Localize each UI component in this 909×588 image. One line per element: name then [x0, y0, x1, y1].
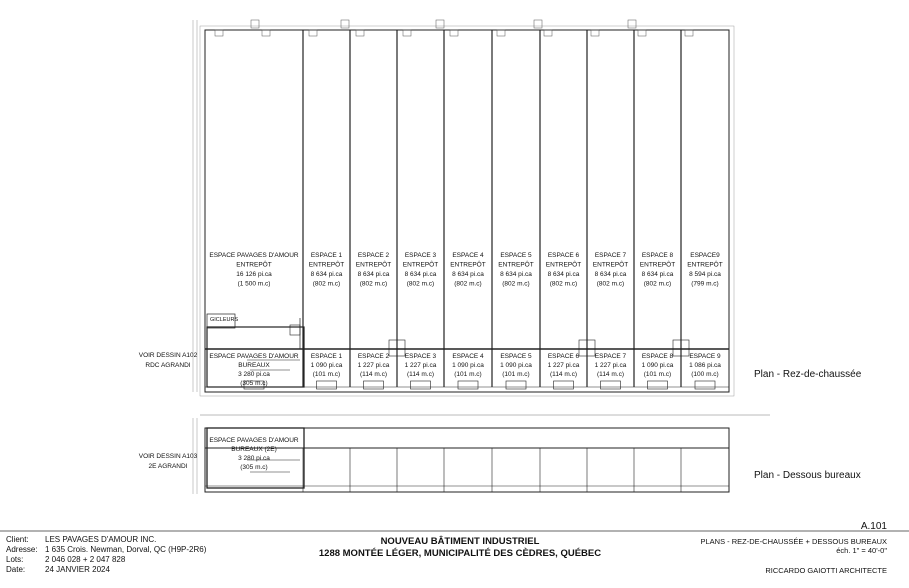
warehouse-space-label	[309, 252, 344, 288]
svg-text:VOIR DESSIN A103: VOIR DESSIN A103	[138, 453, 198, 460]
svg-text:(114 m.c): (114 m.c)	[360, 371, 387, 378]
svg-text:8 634 pi.ca: 8 634 pi.ca	[641, 271, 674, 278]
svg-text:ESPACE9: ESPACE9	[690, 252, 720, 259]
svg-text:(101 m.c): (101 m.c)	[454, 371, 482, 378]
svg-text:ESPACE PAVAGES D'AMOUR: ESPACE PAVAGES D'AMOUR	[209, 252, 299, 259]
svg-text:ESPACE 3: ESPACE 3	[404, 353, 437, 360]
office-space-label	[405, 353, 437, 378]
project-line2: 1288 MONTÉE LÉGER, MUNICIPALITÉ DES CÈDRES, QUÉBEC	[318, 548, 602, 559]
svg-text:ENTREPÔT: ENTREPÔT	[308, 261, 345, 269]
svg-text:ESPACE 8: ESPACE 8	[641, 252, 674, 259]
svg-text:(1 500 m.c): (1 500 m.c)	[237, 280, 271, 288]
date-value: 24 JANVIER 2024	[45, 565, 110, 574]
ground-floor-plan	[193, 20, 734, 396]
office-space-label	[689, 353, 721, 378]
svg-text:1 227 pi.ca: 1 227 pi.ca	[357, 362, 390, 369]
svg-text:ENTREPÔT: ENTREPÔT	[545, 261, 582, 269]
svg-text:8 634 pi.ca: 8 634 pi.ca	[594, 271, 627, 278]
plan-title-upper: Plan - Dessous bureaux	[754, 470, 861, 481]
svg-text:1 227 pi.ca: 1 227 pi.ca	[404, 362, 437, 369]
office-space-label	[548, 353, 580, 378]
svg-text:ENTREPÔT: ENTREPÔT	[687, 261, 723, 269]
office-space-label	[595, 353, 627, 378]
svg-text:ESPACE 9: ESPACE 9	[689, 353, 721, 360]
svg-text:1 227 pi.ca: 1 227 pi.ca	[594, 362, 627, 369]
svg-text:(802 m.c): (802 m.c)	[312, 280, 341, 288]
svg-text:(101 m.c): (101 m.c)	[502, 371, 530, 378]
office-upper-plan	[193, 418, 729, 494]
project-line1: NOUVEAU BÂTIMENT INDUSTRIEL	[380, 536, 540, 547]
svg-text:ESPACE 7: ESPACE 7	[594, 252, 627, 259]
client-value: LES PAVAGES D'AMOUR INC.	[45, 535, 157, 544]
svg-text:ESPACE 2: ESPACE 2	[357, 353, 390, 360]
svg-text:16 126 pi.ca: 16 126 pi.ca	[236, 271, 272, 278]
svg-text:ESPACE 4: ESPACE 4	[452, 353, 484, 360]
office-space-label	[642, 353, 674, 378]
svg-text:8 634 pi.ca: 8 634 pi.ca	[357, 271, 390, 278]
title-block-info	[6, 535, 206, 575]
svg-text:ESPACE 6: ESPACE 6	[547, 353, 580, 360]
sheet-number: A.101	[860, 521, 887, 532]
office-space-label	[452, 353, 484, 378]
svg-text:1 086 pi.ca: 1 086 pi.ca	[689, 362, 721, 369]
svg-text:ESPACE 1: ESPACE 1	[310, 252, 343, 259]
svg-text:(305 m.c): (305 m.c)	[240, 464, 268, 471]
svg-text:1 090 pi.ca: 1 090 pi.ca	[310, 362, 343, 369]
architect: RICCARDO GAIOTTI ARCHITECTE	[765, 566, 887, 575]
lots-label: Lots:	[6, 555, 24, 564]
office-space-label	[311, 353, 343, 378]
svg-text:RDC AGRANDI: RDC AGRANDI	[145, 362, 191, 369]
svg-text:(100 m.c): (100 m.c)	[691, 371, 719, 378]
warehouse-space-label	[356, 252, 391, 288]
svg-text:(802 m.c): (802 m.c)	[502, 280, 530, 288]
svg-text:ENTREPÔT: ENTREPÔT	[592, 261, 629, 269]
warehouse-space-label	[498, 252, 533, 288]
upper-office-label	[209, 437, 299, 471]
svg-text:ESPACE 3: ESPACE 3	[404, 252, 437, 259]
svg-text:(802 m.c): (802 m.c)	[406, 280, 435, 288]
svg-text:(802 m.c): (802 m.c)	[549, 280, 578, 288]
warehouse-space-label	[546, 252, 581, 288]
svg-text:(802 m.c): (802 m.c)	[359, 280, 388, 288]
svg-text:1 090 pi.ca: 1 090 pi.ca	[500, 362, 532, 369]
svg-text:(802 m.c): (802 m.c)	[454, 280, 482, 288]
svg-text:8 594 pi.ca: 8 594 pi.ca	[689, 271, 721, 278]
svg-text:VOIR DESSIN A102: VOIR DESSIN A102	[138, 352, 198, 359]
svg-text:(305 m.c): (305 m.c)	[240, 380, 268, 387]
svg-text:ENTREPÔT: ENTREPÔT	[355, 261, 392, 269]
sheet-title: PLANS - REZ-DE-CHAUSSÉE + DESSOUS BUREAUX	[700, 537, 887, 546]
svg-text:ENTREPÔT: ENTREPÔT	[450, 261, 486, 269]
svg-text:(101 m.c): (101 m.c)	[643, 371, 672, 378]
svg-text:ESPACE 1: ESPACE 1	[310, 353, 343, 360]
svg-text:(114 m.c): (114 m.c)	[550, 371, 577, 378]
svg-text:ESPACE 6: ESPACE 6	[547, 252, 580, 259]
svg-text:ENTREPÔT: ENTREPÔT	[639, 261, 676, 269]
svg-text:1 090 pi.ca: 1 090 pi.ca	[452, 362, 484, 369]
warehouse-space-label	[593, 252, 628, 288]
warehouse-space-label	[209, 252, 299, 288]
svg-text:ESPACE 5: ESPACE 5	[500, 252, 532, 259]
ref-upper	[139, 453, 198, 470]
svg-text:(802 m.c): (802 m.c)	[643, 280, 672, 288]
address-value: 1 635 Crois. Newman, Dorval, QC (H9P-2R6)	[45, 545, 207, 554]
svg-text:2E AGRANDI: 2E AGRANDI	[148, 463, 188, 470]
svg-text:ESPACE PAVAGES D'AMOUR: ESPACE PAVAGES D'AMOUR	[209, 353, 299, 360]
office-space-label	[358, 353, 390, 378]
svg-text:8 634 pi.ca: 8 634 pi.ca	[547, 271, 580, 278]
svg-text:8 634 pi.ca: 8 634 pi.ca	[310, 271, 343, 278]
svg-text:ESPACE 2: ESPACE 2	[357, 252, 390, 259]
svg-text:BUREAUX (2E): BUREAUX (2E)	[231, 446, 277, 453]
warehouse-space-label	[450, 252, 485, 288]
warehouse-space-label	[640, 252, 675, 288]
svg-text:ENTREPÔT: ENTREPÔT	[402, 261, 439, 269]
svg-text:BUREAUX: BUREAUX	[238, 362, 270, 369]
lots-value: 2 046 028 + 2 047 828	[45, 555, 126, 564]
address-label: Adresse:	[6, 545, 38, 554]
svg-text:3 280 pi.ca: 3 280 pi.ca	[238, 455, 270, 462]
svg-text:ESPACE 8: ESPACE 8	[641, 353, 674, 360]
svg-text:ESPACE PAVAGES D'AMOUR: ESPACE PAVAGES D'AMOUR	[209, 437, 299, 444]
svg-text:ESPACE 7: ESPACE 7	[594, 353, 627, 360]
client-label: Client:	[6, 535, 29, 544]
svg-text:1 227 pi.ca: 1 227 pi.ca	[547, 362, 580, 369]
svg-text:(114 m.c): (114 m.c)	[597, 371, 624, 378]
svg-text:(101 m.c): (101 m.c)	[312, 371, 341, 378]
svg-text:3 280 pi.ca: 3 280 pi.ca	[238, 371, 270, 378]
svg-text:(802 m.c): (802 m.c)	[596, 280, 625, 288]
scale: éch. 1" = 40'-0"	[836, 546, 887, 555]
svg-text:ENTREPÔT: ENTREPÔT	[236, 261, 272, 269]
svg-text:8 634 pi.ca: 8 634 pi.ca	[500, 271, 532, 278]
svg-text:(799 m.c): (799 m.c)	[691, 280, 719, 288]
warehouse-space-label	[687, 252, 722, 288]
svg-text:1 090 pi.ca: 1 090 pi.ca	[641, 362, 674, 369]
svg-text:ESPACE 4: ESPACE 4	[452, 252, 484, 259]
project-title	[300, 536, 620, 560]
warehouse-space-label	[403, 252, 438, 288]
svg-text:8 634 pi.ca: 8 634 pi.ca	[404, 271, 437, 278]
svg-text:ESPACE 5: ESPACE 5	[500, 353, 532, 360]
svg-text:(114 m.c): (114 m.c)	[407, 371, 434, 378]
office-space-label	[500, 353, 532, 378]
gicleurs-label: GICLEURS	[210, 317, 239, 323]
svg-text:8 634 pi.ca: 8 634 pi.ca	[452, 271, 484, 278]
ref-ground	[139, 352, 198, 369]
plan-title-ground: Plan - Rez-de-chaussée	[754, 369, 862, 380]
svg-text:ENTREPÔT: ENTREPÔT	[498, 261, 534, 269]
date-label: Date:	[6, 565, 26, 574]
